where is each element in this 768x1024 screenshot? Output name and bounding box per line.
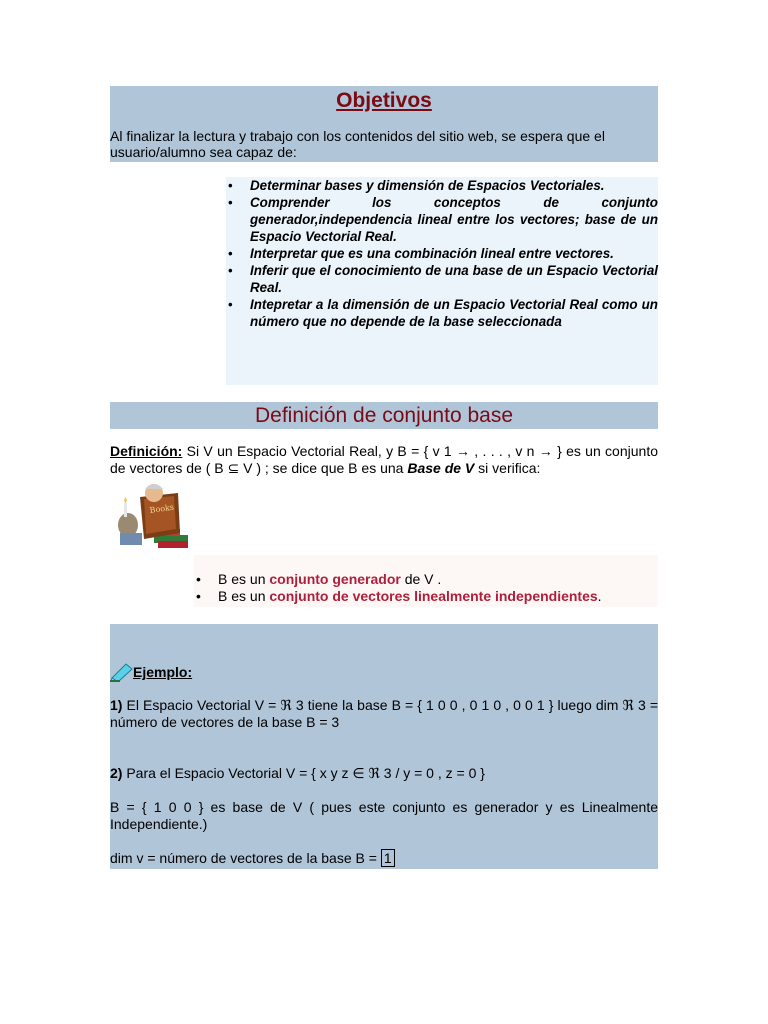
objective-item: • Interpretar que es una combinación lineal entre vectores. bbox=[250, 245, 658, 262]
condition-highlight: conjunto de vectores linealmente independientes bbox=[269, 588, 598, 604]
example-1-text: El Espacio Vectorial V = ℜ 3 tiene la base B = { 1 0 0 , 0 1 0 , 0 0 1 } luego dim ℜ 3 = número de vectores de la base B = 3 bbox=[110, 697, 658, 730]
definition-paragraph bbox=[110, 443, 658, 477]
example-1-number: 1) bbox=[110, 697, 123, 713]
condition-item bbox=[218, 571, 658, 588]
objectives-section bbox=[110, 86, 658, 162]
example-2-text: Para el Espacio Vectorial V = { x y z ∈ ℜ 3 / y = 0 , z = 0 } bbox=[122, 765, 485, 781]
condition-item bbox=[218, 588, 658, 605]
definition-text-bold: Base de V bbox=[407, 460, 475, 476]
example-2-dimension bbox=[110, 850, 658, 867]
objectives-title: Objetivos bbox=[336, 89, 432, 112]
condition-post: de V . bbox=[400, 571, 442, 587]
definition-section bbox=[110, 443, 658, 607]
example-label-row bbox=[110, 660, 658, 684]
definition-conditions-box bbox=[194, 555, 658, 607]
definition-title: Definición de conjunto base bbox=[254, 404, 513, 427]
example-2-dim-text: dim v = número de vectores de la base B = bbox=[110, 850, 381, 866]
definition-header bbox=[110, 402, 658, 429]
example-2-number: 2) bbox=[110, 765, 123, 781]
example-2-basis: B = { 1 0 0 } es base de V ( pues este conjunto es generador y es Linealmente Independiente.) bbox=[110, 799, 658, 832]
definition-conditions bbox=[194, 571, 658, 605]
svg-text:Books: Books bbox=[149, 502, 175, 515]
example-label: Ejemplo: bbox=[133, 664, 193, 680]
reading-books-icon bbox=[110, 479, 194, 555]
definition-text-a: Si V un Espacio Vectorial Real, y B = { v 1 → , . . . , v n → } es un conjunto de vectores de ( B ⊆ V ) ; se dice que B es una bbox=[110, 443, 658, 476]
condition-pre: B es un bbox=[218, 588, 270, 604]
example-2-dim-value: 1 bbox=[381, 849, 395, 867]
example-2 bbox=[110, 765, 658, 782]
objective-item: • Inferir que el conocimiento de una base de un Espacio Vectorial Real. bbox=[250, 262, 658, 296]
definition-label: Definición: bbox=[110, 443, 183, 459]
objective-item: • Intepretar a la dimensión de un Espacio Vectorial Real como un número que no depende de la base seleccionada bbox=[250, 296, 658, 330]
objectives-list bbox=[226, 177, 658, 330]
condition-pre: B es un bbox=[218, 571, 270, 587]
example-section bbox=[110, 624, 658, 869]
objective-item: • Determinar bases y dimensión de Espacios Vectoriales. bbox=[250, 177, 658, 194]
objectives-intro: Al finalizar la lectura y trabajo con los contenidos del sitio web, se espera que el usuario/alumno sea capaz de: bbox=[110, 128, 605, 160]
objective-item: • Comprender los conceptos de conjunto generador,independencia lineal entre los vectores; base de un Espacio Vectorial Real. bbox=[250, 194, 658, 245]
condition-post: . bbox=[597, 588, 602, 604]
definition-text-b: si verifica: bbox=[474, 460, 541, 476]
example-1 bbox=[110, 697, 658, 731]
objectives-list-box bbox=[226, 177, 658, 385]
condition-highlight: conjunto generador bbox=[269, 571, 401, 587]
pencil-icon bbox=[110, 660, 134, 682]
